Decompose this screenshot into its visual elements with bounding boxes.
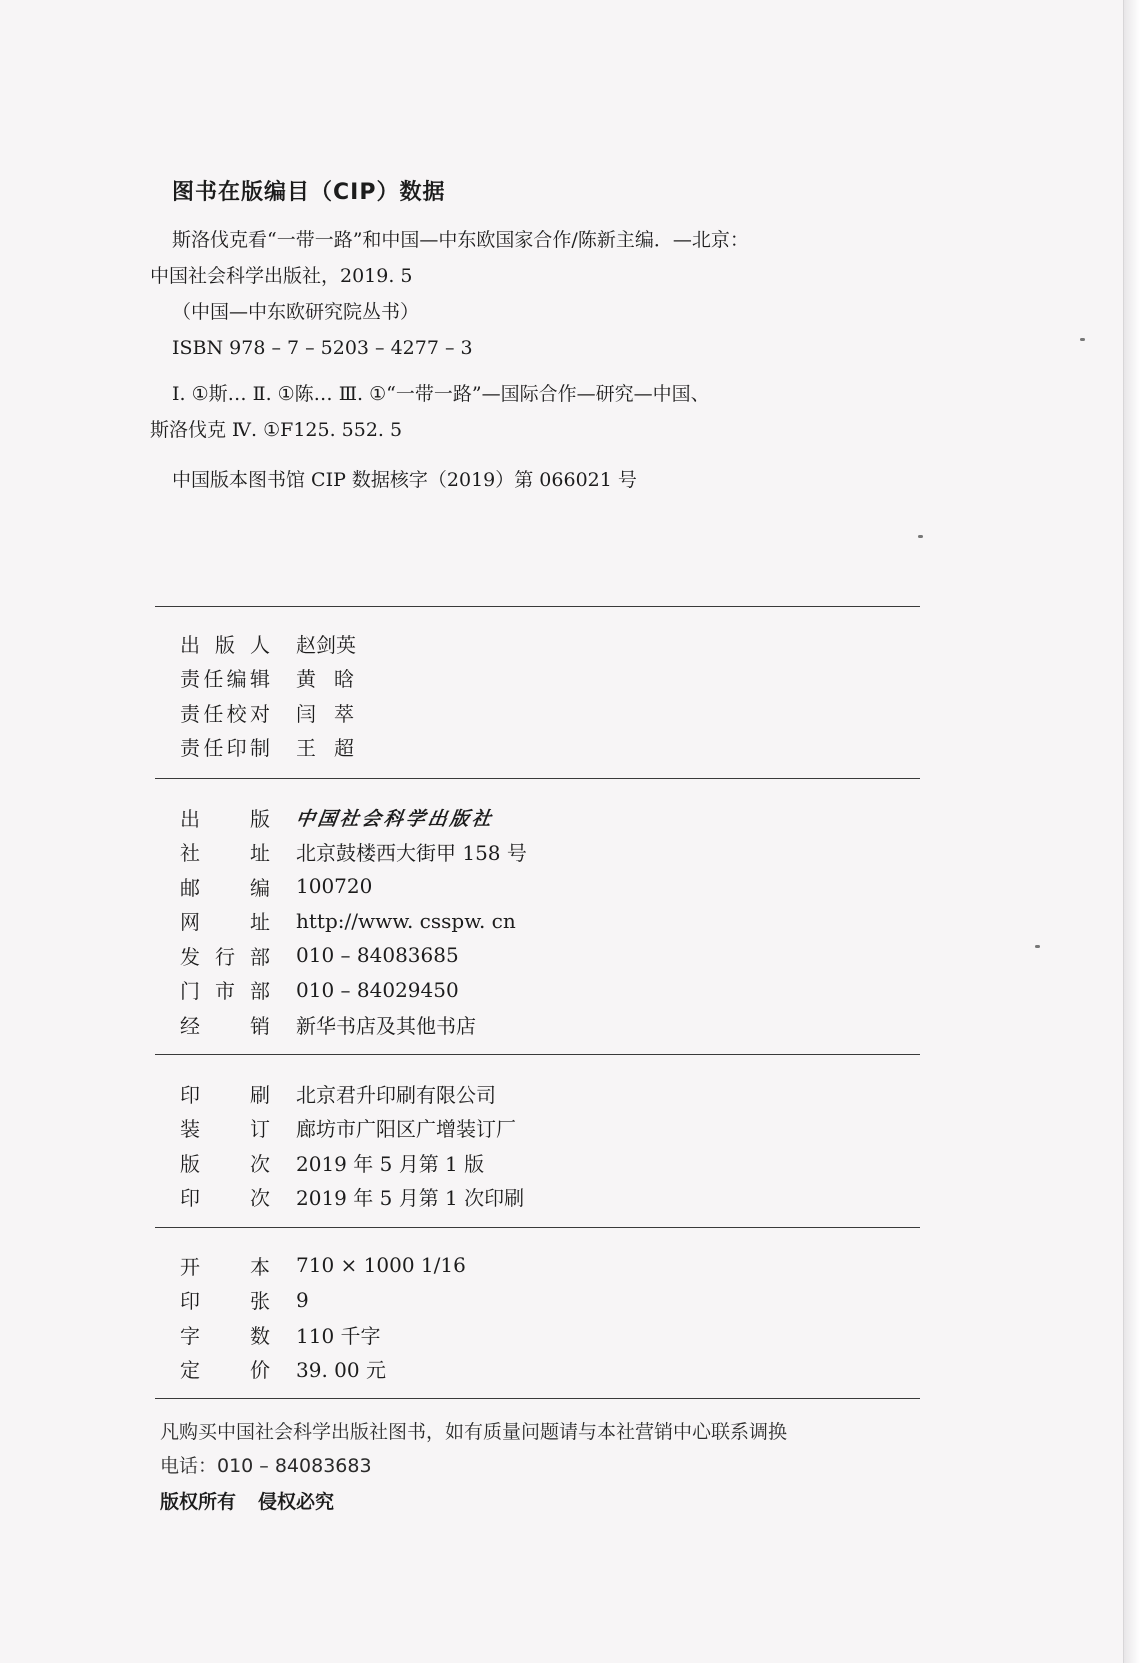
info-row (180, 835, 527, 870)
publisher-logo: 中国社会科学出版社 (294, 807, 496, 830)
contact-phone: 电话：010 – 84083683 (160, 1455, 372, 1477)
label-char: 本 (250, 1254, 270, 1279)
label-char: 邮 (180, 875, 200, 900)
cip-classification-2: 斯洛伐克 Ⅳ. ①F125. 552. 5 (150, 419, 403, 441)
label-char: 数 (250, 1323, 270, 1348)
label-char: 张 (250, 1289, 270, 1314)
label-char: 刷 (250, 1082, 270, 1107)
scan-speck (918, 535, 923, 538)
row-label (180, 1182, 270, 1211)
label-char: 门 (180, 979, 200, 1004)
row-value: 2019 年 5 月第 1 版 (296, 1151, 485, 1176)
label-char: 部 (250, 944, 270, 969)
row-label (180, 1251, 270, 1280)
label-char: 印 (180, 1082, 200, 1107)
row-label (180, 1148, 270, 1177)
rights-reserved: 版权所有 (160, 1491, 237, 1513)
row-value: 新华书店及其他书店 (296, 1013, 476, 1038)
label-char: 出 (180, 632, 200, 657)
scan-speck (1035, 945, 1040, 948)
label-char: 社 (180, 841, 200, 866)
specs-section (180, 1248, 466, 1386)
label-char: 开 (180, 1254, 200, 1279)
quality-notice: 凡购买中国社会科学出版社图书，如有质量问题请与本社营销中心联系调换 (160, 1421, 788, 1443)
row-value: 010 – 84083685 (296, 943, 459, 968)
label-char: 行 (215, 944, 235, 969)
row-label (180, 1285, 270, 1314)
label-char: 字 (180, 1323, 200, 1348)
label-char: 址 (250, 841, 270, 866)
page-edge (1123, 0, 1140, 1663)
row-value: 闫萃 (296, 701, 372, 726)
row-label (180, 1079, 270, 1108)
label-char: 经 (180, 1013, 200, 1038)
info-row (180, 695, 372, 730)
row-value: 710 × 1000 1/16 (296, 1253, 466, 1278)
label-char: 人 (250, 632, 270, 657)
row-value: 北京鼓楼西大街甲 158 号 (296, 841, 527, 866)
row-value: 黄晗 (296, 667, 372, 692)
scan-speck (1080, 338, 1085, 341)
row-label (180, 663, 270, 692)
info-row (180, 904, 527, 939)
label-char: 定 (180, 1358, 200, 1383)
row-value: 110 千字 (296, 1323, 381, 1348)
label-char: 市 (215, 979, 235, 1004)
label-char: 部 (250, 979, 270, 1004)
divider (155, 1227, 920, 1228)
cip-data-block (150, 175, 890, 498)
info-row (180, 1352, 466, 1387)
row-label (180, 1113, 270, 1142)
row-label (180, 941, 270, 970)
row-label (180, 698, 270, 727)
label-char: 次 (250, 1186, 270, 1211)
divider (155, 606, 920, 607)
info-row (180, 1248, 466, 1283)
label-char: 校 (226, 701, 247, 726)
row-label (180, 629, 270, 658)
row-value: 39. 00 元 (296, 1358, 386, 1383)
publisher-section (180, 800, 527, 1042)
label-char: 网 (180, 910, 200, 935)
info-row (180, 1283, 466, 1318)
label-char: 印 (180, 1289, 200, 1314)
divider (155, 778, 920, 779)
label-char: 版 (250, 806, 270, 831)
row-value: 赵剑英 (296, 632, 356, 657)
info-row (180, 869, 527, 904)
row-value: 100720 (296, 874, 373, 899)
label-char: 编 (226, 667, 247, 692)
cip-book-title: 斯洛伐克看“一带一路”和中国—中东欧国家合作/陈新主编．—北京： (172, 229, 749, 251)
row-value: 王超 (296, 736, 372, 761)
label-char: 次 (250, 1151, 270, 1176)
label-char: 对 (249, 701, 270, 726)
copyright-notice (160, 1487, 787, 1514)
label-char: 编 (250, 875, 270, 900)
info-row (180, 626, 372, 661)
info-row (180, 1317, 466, 1352)
cip-title: 图书在版编目（CIP）数据 (172, 180, 446, 205)
label-char: 版 (215, 632, 235, 657)
label-char: 订 (250, 1117, 270, 1142)
staff-section (180, 626, 372, 764)
info-row (180, 1076, 524, 1111)
info-row (180, 938, 527, 973)
info-row (180, 800, 527, 835)
row-label (180, 803, 270, 832)
cip-isbn: ISBN 978 – 7 – 5203 – 4277 – 3 (172, 337, 473, 359)
row-value: 9 (296, 1287, 309, 1312)
label-char: 址 (250, 910, 270, 935)
info-row (180, 973, 527, 1008)
label-char: 任 (203, 701, 224, 726)
info-row (180, 661, 372, 696)
label-char: 任 (203, 736, 224, 761)
cip-publisher-line: 中国社会科学出版社，2019. 5 (150, 265, 413, 287)
row-label (180, 872, 270, 901)
printing-section (180, 1076, 524, 1214)
info-row (180, 1111, 524, 1146)
cip-record-number: 中国版本图书馆 CIP 数据核字（2019）第 066021 号 (172, 469, 637, 491)
cip-series: （中国—中东欧研究院丛书） (172, 301, 420, 323)
row-value: 2019 年 5 月第 1 次印刷 (296, 1186, 525, 1211)
label-char: 制 (249, 736, 270, 761)
label-char: 装 (180, 1117, 200, 1142)
row-label (180, 975, 270, 1004)
divider (155, 1398, 920, 1399)
row-label (180, 906, 270, 935)
notice-block (160, 1415, 787, 1514)
divider (155, 1054, 920, 1055)
label-char: 责 (180, 701, 200, 726)
row-label (180, 732, 270, 761)
label-char: 辑 (249, 667, 270, 692)
label-char: 销 (250, 1013, 270, 1038)
row-label (180, 1354, 270, 1383)
info-row (180, 1145, 524, 1180)
row-value: 廊坊市广阳区广增装订厂 (296, 1117, 516, 1142)
label-char: 印 (226, 736, 247, 761)
info-row (180, 1180, 524, 1215)
label-char: 出 (180, 806, 200, 831)
info-row (180, 1007, 527, 1042)
label-char: 责 (180, 667, 200, 692)
label-char: 价 (250, 1358, 270, 1383)
row-value: http://www. csspw. cn (296, 908, 516, 933)
row-value: 北京君升印刷有限公司 (296, 1082, 496, 1107)
label-char: 版 (180, 1151, 200, 1176)
label-char: 印 (180, 1186, 200, 1211)
infringement-warning: 侵权必究 (258, 1491, 335, 1513)
cip-classification-1: Ⅰ. ①斯… Ⅱ. ①陈… Ⅲ. ①“一带一路”—国际合作—研究—中国、 (172, 383, 710, 405)
row-label (180, 1010, 270, 1039)
row-value: 010 – 84029450 (296, 977, 459, 1002)
label-char: 任 (203, 667, 224, 692)
label-char: 责 (180, 736, 200, 761)
row-label (180, 1320, 270, 1349)
row-label (180, 837, 270, 866)
label-char: 发 (180, 944, 200, 969)
info-row (180, 730, 372, 765)
